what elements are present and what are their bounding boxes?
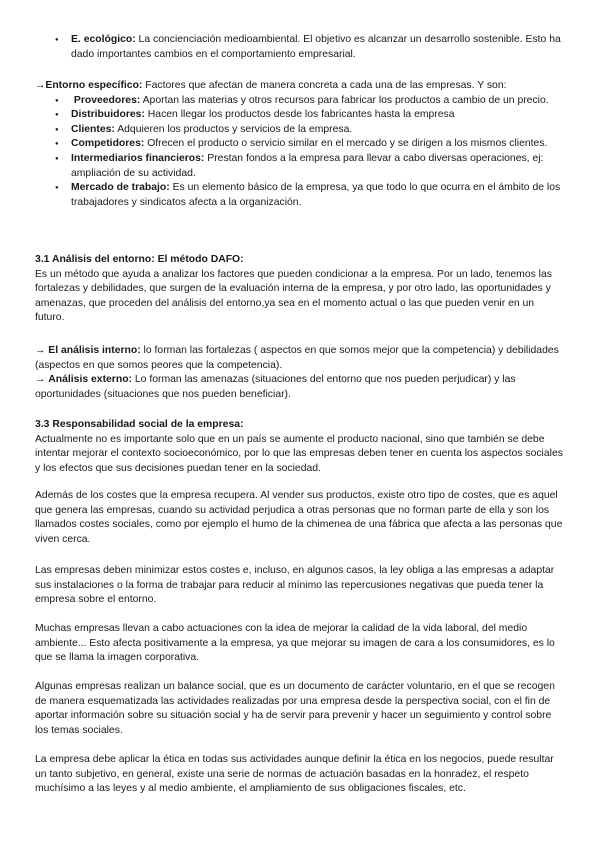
list-item-term: Clientes: (71, 123, 115, 135)
list-item-text: Adquieren los productos y servicios de la empresa. (114, 123, 353, 135)
list-item-text: Es un elemento básico de la empresa, ya que todo lo que ocurra en el ámbito de los trabajadores y sindicatos afecta a la organización. (71, 182, 561, 208)
list-item-term: Intermediarios financieros: (71, 152, 205, 164)
analisis-interno-term: El análisis interno: (48, 345, 141, 356)
list-item-intermediarios (35, 152, 565, 181)
arrow-icon: → (35, 345, 46, 356)
section-3-1 (35, 253, 565, 326)
ecologico-list (35, 33, 565, 62)
entorno-especifico-term: Entorno específico: (45, 80, 143, 91)
list-item-term: Mercado de trabajo: (71, 182, 170, 194)
list-item-mercado-trabajo (35, 181, 565, 210)
list-item-text: Ofrecen el producto o servicio similar en el mercado y se dirigen a los mismos clientes. (144, 138, 548, 150)
section-3-3 (35, 418, 565, 476)
analisis-interno (35, 344, 565, 373)
analisis-externo (35, 373, 565, 402)
list-item-text: Hacen llegar los productos desde los fabricantes hasta la empresa (144, 109, 455, 121)
section-paragraph: La empresa debe aplicar la ética en todas sus actividades aunque definir la ética en los negocios, puede resultar un tanto subjetivo, en general, existe una serie de normas de actuación basadas en la honradez, el respeto muchísimo a las leyes y al medio ambiente, el ampliamiento de sus obligaciones fiscales, etc. (35, 754, 554, 795)
list-item-distribuidores (35, 108, 565, 123)
analisis-block (35, 344, 565, 402)
section-paragraph: Muchas empresas llevan a cabo actuaciones con la idea de mejorar la calidad de la vida laboral, del medio ambiente... Esto afecta positivamente a la empresa, ya que mejorar su imagen de cara a los consumidores, es lo que se llama la imagen corporativa. (35, 623, 555, 664)
section-paragraph: Algunas empresas realizan un balance social, que es un documento de carácter voluntario, en el que se recogen de manera esquematizada las actividades realizadas por una empresa desde la perspectiva social, con el fin de aportar información sobre su situación social y ha de servir para prevenir y hacer un seguimiento y control sobre los temas sociales. (35, 681, 555, 736)
section-paragraph: Es un método que ayuda a analizar los factores que pueden condicionar a la empresa. Por un lado, tenemos las fortalezas y debilidades, que surgen de la evaluación interna de la empresa, y por otro lado, las oportunidades y amenazas, que proceden del análisis del entorno,ya sea en el momento actual o las que pueden venir en un futuro. (35, 268, 552, 324)
section-paragraph: Además de los costes que la empresa recupera. Al vender sus productos, existe otro tipo de costes, que es aquel que genera las empresas, cuando su actividad perjudica a otras personas que no forman parte de ella y son los llamados costes sociales, como por ejemplo el humo de la chimenea de una fábrica que afecta a las personas que viven cerca. (35, 490, 563, 545)
list-item-text: Aportan las materias y otros recursos para fabricar los productos a cambio de un precio. (140, 94, 549, 106)
section-paragraph: Actualmente no es importante solo que en un país se aumente el producto nacional, sino que también se debe intentar mejorar el contexto socioeconómico, por lo que las empresas deben tener en cuenta los aspectos sociales y los efectos que sus decisiones puedan tener en la sociedad. (35, 433, 563, 474)
list-item (35, 33, 565, 62)
list-item-term: Competidores: (71, 138, 145, 150)
section-heading: 3.3 Responsabilidad social de la empresa: (35, 419, 244, 430)
list-item-text: Prestan fondos a la empresa para llevar a cabo diversas operaciones, ej: ampliación de su actividad. (71, 152, 544, 179)
arrow-icon: → (35, 374, 46, 386)
entorno-especifico-text: Factores que afectan de manera concreta a cada una de las empresas. Y son: (142, 80, 507, 91)
analisis-externo-text: Lo forman las amenazas (situaciones del entorno que nos pueden perjudicar) y las oportunidades (situaciones que nos pueden beneficiar). (35, 374, 516, 400)
section-paragraph: Las empresas deben minimizar estos costes e, incluso, en algunos casos, la ley obliga a las empresas a adaptar sus instalaciones o la forma de trabajar para reducir al mínimo las repercusiones negativas que pueda tener la empresa sobre el entorno. (35, 565, 555, 606)
list-item-term: E. ecológico: (71, 34, 136, 45)
list-item-competidores (35, 137, 565, 152)
analisis-externo-term: Análisis externo: (48, 374, 133, 386)
arrow-icon: → (35, 80, 46, 91)
entorno-especifico-list (35, 94, 565, 211)
list-item-text: La concienciación medioambiental. El objetivo es alcanzar un desarrollo sostenible. Esto ha dado importantes cambios en el comportamiento empresarial. (71, 34, 561, 60)
analisis-interno-text: lo forman las fortalezas ( aspectos en que somos mejor que la competencia) y debilidades (aspectos en que somos peores que la competencia). (35, 345, 559, 371)
entorno-especifico-section (35, 79, 565, 210)
list-item-term: Distribuidores: (71, 109, 145, 121)
list-item-term: Proveedores: (73, 94, 141, 106)
section-heading: 3.1 Análisis del entorno: El método DAFO: (35, 254, 244, 265)
list-item-clientes (35, 123, 565, 138)
entorno-especifico-intro (35, 79, 565, 94)
list-item-proveedores (35, 94, 565, 109)
